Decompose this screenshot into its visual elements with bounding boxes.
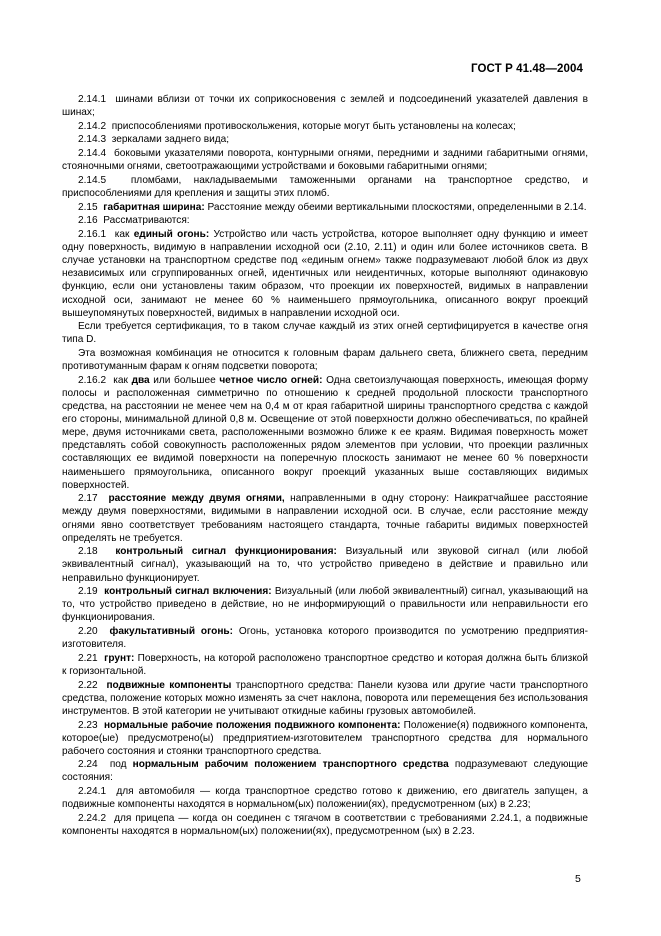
defined-term: нормальным рабочим положением транспортного средства (132, 759, 449, 771)
clause-2-14-4: 2.14.4 боковыми указателями поворота, контурными огнями, передними и задними габаритными огнями, стояночными огнями, светоотражающими устройствами и боковыми габаритными огнями; (62, 148, 588, 173)
clause-2-14-3: 2.14.3 зеркалами заднего вида; (78, 134, 230, 146)
defined-term: единый огонь: (133, 229, 210, 241)
clause-2-17: 2.17 расстояние между двумя огнями, направленными в одну сторону: Наикратчайшее расстояние между двумя поверхностями, видимыми в направлении исходной оси. В случае, если расстояние между огнями явно соответствует требованиям настоящего стандарта, точные габариты видимых поверхностей определять не требуется. (62, 493, 589, 544)
clause-2-22: 2.22 подвижные компоненты транспортного средства: Панели кузова или другие части транспортного средства, положение которых можно изменять за счет наклона, поворота или перемещения без использования инструментов. В этой категории не учитывают откидные кабины грузовых автомобилей. (62, 679, 588, 717)
clause-2-18: 2.18 контрольный сигнал функционирования: Визуальный или звуковой сигнал (или любой эквивалентный сигнал), указывающий на то, что устройство приведено в действие и правильно или неправильно функционирует. (62, 546, 589, 584)
clause-2-16-2: 2.16.2 как два или большее четное число огней: Одна светоизлучающая поверхность, имеющая форму полосы и расположенная симметрично по отношению к средней продольной плоскости транспортного средства, на расстоянии не менее чем на 0,4 м от края габаритной ширины транспортного средства с каждой его стороны, минимальной длиной 0,8 м. Освещение от этой поверхности должно обеспечиваться, по крайней мере, двумя источниками света, расположенными возможно ближе к ее краям. Видимая поверхность может представлять собой совокупность расположенных рядом элементов при условии, что проекции различных составляющих ее видимой поверхности на поперечную плоскость занимают не менее 60 % поверхности наименьшего прямоугольника, описанного вокруг проекций указанных выше составляющих видимых поверхностей. (62, 374, 588, 491)
defined-term: контрольный сигнал включения: (104, 586, 272, 598)
defined-term: грунт: (104, 652, 135, 664)
clause-2-14-2: 2.14.2 приспособлениями противоскольжения, которые могут быть установлены на колесах; (78, 120, 516, 132)
clause-2-14-5: 2.14.5 пломбами, накладываемыми таможенными органами на транспортное средство, и приспособлениями для крепления и защиты этих пломб. (62, 174, 589, 200)
paragraph-combination: Эта возможная комбинация не относится к головным фарам дальнего света, ближнего света, передним противотуманным фарам к огням подсветки поворота; (62, 348, 588, 373)
document-standard-id: ГОСТ Р 41.48—2004 (471, 63, 583, 75)
defined-term: подвижные компоненты (106, 679, 232, 691)
clause-2-24-1: 2.24.1 для автомобиля — когда транспортное средство готово к движению, его двигатель запущен, а подвижные компоненты находятся в нормальном(ых) положении(ях), предусмотренном (ых) в 2.23; (62, 786, 588, 811)
clause-2-20: 2.20 факультативный огонь: Огонь, установка которого производится по усмотрению предприятия-изготовителя. (62, 626, 588, 651)
clause-2-15: 2.15 габаритная ширина: Расстояние между обеими вертикальными плоскостями, определенными в 2.14. (78, 201, 587, 213)
defined-term: четное число огней: (219, 374, 323, 386)
clause-2-16-1: 2.16.1 как единый огонь: Устройство или часть устройства, которое выполняет одну функцию и имеет одну поверхность, видимую в направлении исходной оси (2.10, 2.11) и один или более источников света. В случае установки на транспортном средстве под «единым огнем» также подразумевают любой блок из двух независимых или сгруппированных огней, идентичных или неидентичных, которые выполняют одинаковую функцию, если они установлены таким образом, что проекции их поверхностей, видимых в направлении исходной оси, занимают не менее 60 % наименьшего прямоугольника, описанного вокруг проекций вышеупомянутых поверхностей, видимых в направлении исходной оси. (62, 229, 588, 319)
clause-2-24: 2.24 под нормальным рабочим положением транспортного средства подразумевают следующие состояния: (62, 759, 588, 784)
document-body (62, 93, 588, 838)
defined-term: два (131, 374, 150, 386)
clause-2-23: 2.23 нормальные рабочие положения подвижного компонента: Положение(я) подвижного компонента, которое(ые) предусмотрено(ы) предприятием-изготовителем транспортного средства для нормального рабочего состояния и стоянки транспортного средства. (62, 719, 588, 757)
clause-2-19: 2.19 контрольный сигнал включения: Визуальный (или любой эквивалентный) сигнал, указывающий на то, что устройство приведено в действие, но не информирующий о правильности или неправильности его функционирования. (62, 586, 588, 624)
clause-2-21: 2.21 грунт: Поверхность, на которой расположено транспортное средство и которая должна быть близкой к горизонтальной. (62, 652, 589, 677)
clause-2-14-1: 2.14.1 шинами вблизи от точки их соприкосновения с землей и подсоединений указателей давления в шинах; (62, 94, 588, 119)
defined-term: габаритная ширина: (103, 201, 205, 213)
defined-term: факультативный огонь: (109, 626, 233, 638)
page-number: 5 (575, 873, 581, 885)
clause-2-24-2: 2.24.2 для прицепа — когда он соединен с тягачом в соответствии с требованиями 2.24.1, а подвижные компоненты находятся в нормальном(ых) положении(ях), предусмотренном (ых) в 2.23. (62, 812, 588, 838)
defined-term: нормальные рабочие положения подвижного компонента: (103, 719, 401, 731)
clause-2-16: 2.16 Рассматриваются: (78, 215, 190, 227)
defined-term: контрольный сигнал функционирования: (115, 546, 337, 558)
paragraph-certification: Если требуется сертификация, то в таком случае каждый из этих огней сертифицируется в качестве огня типа D. (62, 321, 588, 346)
defined-term: расстояние между двумя огнями, (108, 493, 285, 505)
